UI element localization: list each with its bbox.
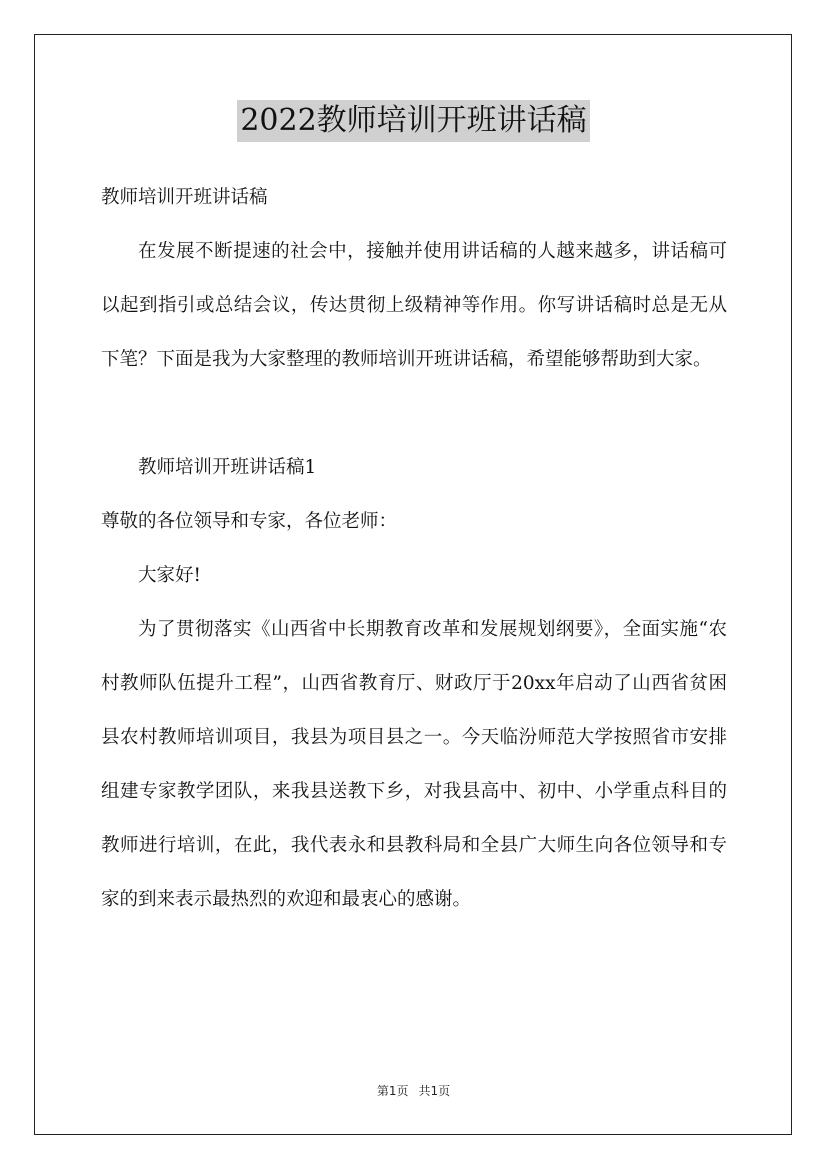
document-body bbox=[101, 171, 727, 927]
page-total: 共1页 bbox=[418, 1084, 451, 1098]
page-number: 第1页 bbox=[376, 1084, 409, 1098]
document-title: 2022教师培训开班讲话稿 bbox=[237, 100, 589, 142]
salutation: 尊敬的各位领导和专家，各位老师： bbox=[101, 511, 398, 532]
document-subtitle: 教师培训开班讲话稿 bbox=[101, 187, 268, 208]
paragraph-gap bbox=[101, 387, 727, 441]
body-paragraph: 为了贯彻落实《山西省中长期教育改革和发展规划纲要》，全面实施“农村教师队伍提升工程”，山西省教育厅、财政厅于20xx年启动了山西省贫困县农村教师培训项目，我县为项目县之一。今天临汾师范大学按照省市安排组建专家教学团队，来我县送教下乡，对我县高中、初中、小学重点科目的教师进行培训，在此，我代表永和县教科局和全县广大师生向各位领导和专家的到来表示最热烈的欢迎和最衷心的感谢。 bbox=[101, 619, 727, 910]
page-footer bbox=[0, 1082, 827, 1100]
title-container bbox=[0, 100, 827, 142]
intro-paragraph: 在发展不断提速的社会中，接触并使用讲话稿的人越来越多，讲话稿可以起到指引或总结会议，传达贯彻上级精神等作用。你写讲话稿时总是无从下笔？下面是我为大家整理的教师培训开班讲话稿，希望能够帮助到大家。 bbox=[101, 241, 727, 370]
section-title: 教师培训开班讲话稿1 bbox=[138, 457, 317, 478]
greeting: 大家好! bbox=[138, 565, 201, 586]
